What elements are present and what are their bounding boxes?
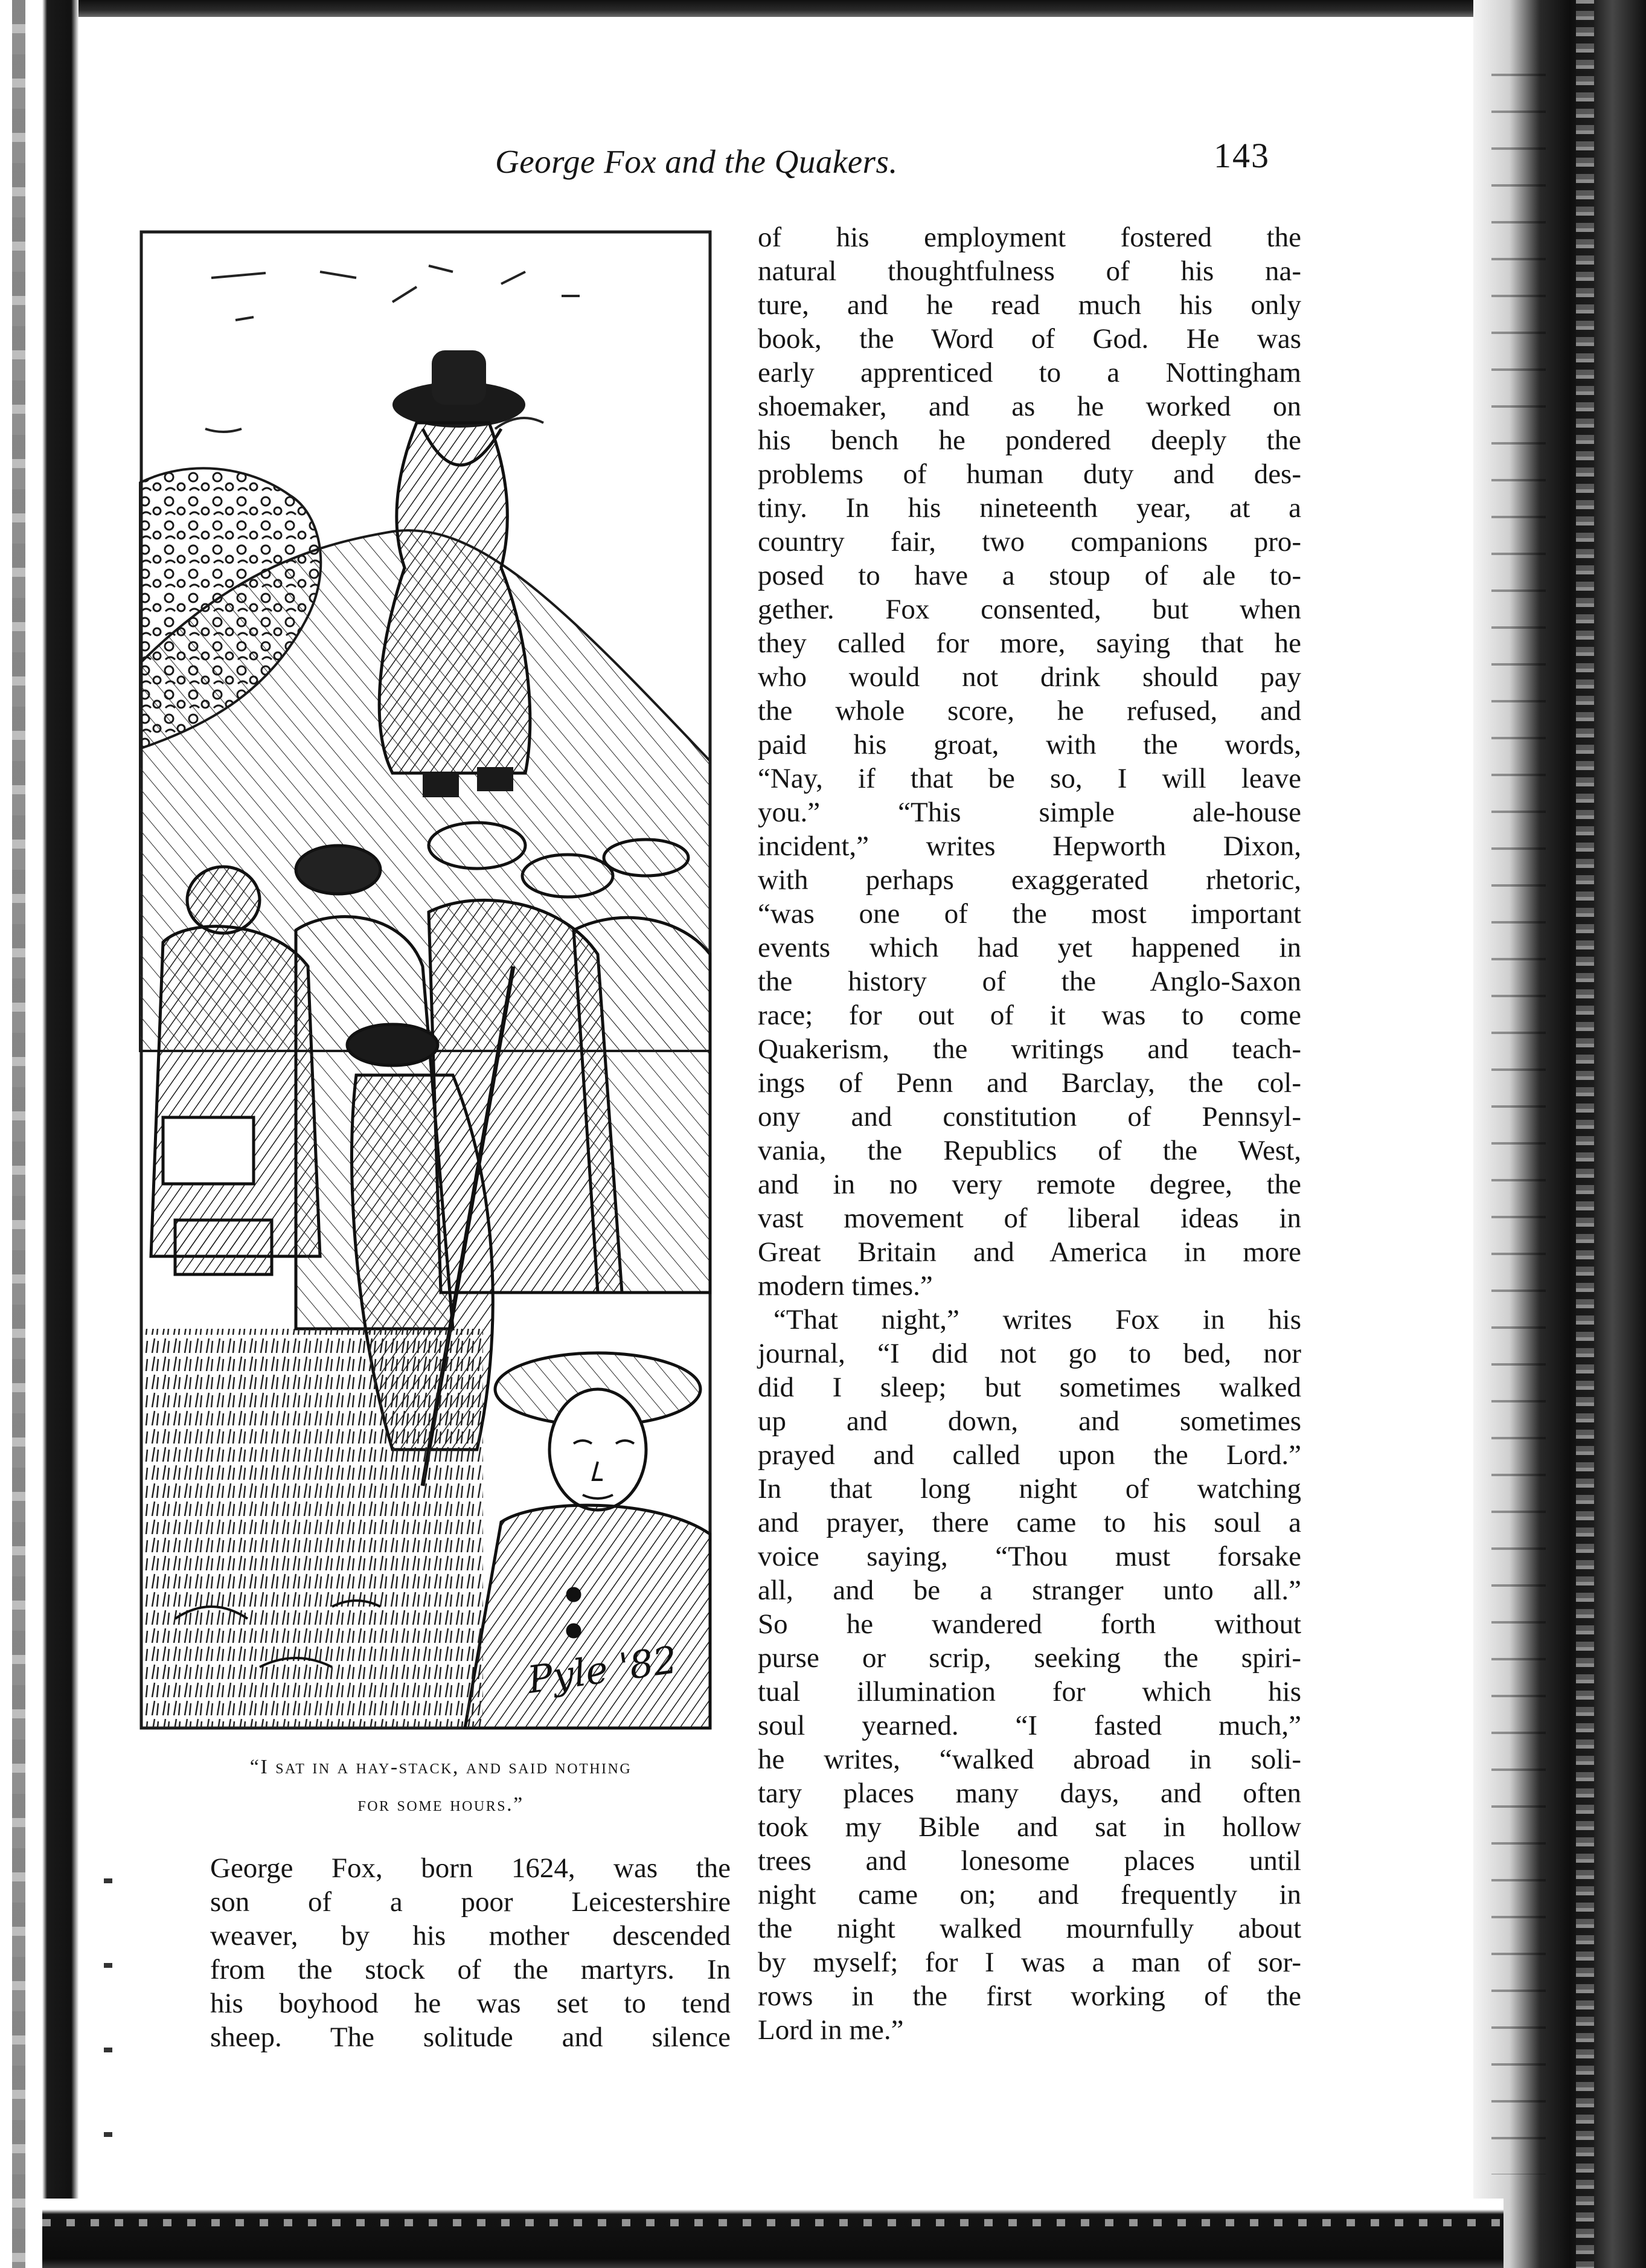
text-line: vast movement of liberal ideas in [758,1203,1301,1234]
text-line: So he wandered forth without [758,1608,1301,1640]
text-line: George Fox, born 1624, was the [210,1852,731,1884]
text-line: prayed and called upon the Lord.” [758,1439,1301,1471]
margin-specks [104,1836,112,2174]
text-line: rows in the first working of the [758,1980,1301,2012]
text-line: of his employment fostered the [758,222,1301,253]
text-line: tary places many days, and often [758,1778,1301,1809]
text-line: vania, the Republics of the West, [758,1135,1301,1166]
text-line: “That night,” writes Fox in his [773,1304,1301,1335]
text-line: his bench he pondered deeply the [758,425,1301,456]
text-line: the night walked mournfully about [758,1913,1301,1944]
text-line: tual illumination for which his [758,1676,1301,1707]
text-line: night came on; and frequently in [758,1879,1301,1910]
text-line: purse or scrip, seeking the spiri- [758,1642,1301,1674]
text-line: “Nay, if that be so, I will leave [758,763,1301,794]
left-column-text [210,1851,731,2054]
text-line: journal, “I did not go to bed, nor [758,1338,1301,1369]
book-binding-shadow [1473,0,1646,2268]
scan-bottom-edge [42,2199,1503,2268]
text-line: did I sleep; but sometimes walked [758,1372,1301,1403]
artist-signature: Pyle '82 [525,1637,680,1702]
text-line: the whole score, he refused, and [758,695,1301,727]
engraving-illustration [139,230,713,1730]
text-line: early apprenticed to a Nottingham [758,357,1301,388]
text-line: he writes, “walked abroad in soli- [758,1744,1301,1775]
text-line: race; for out of it was to come [758,1000,1301,1031]
text-line: up and down, and sometimes [758,1405,1301,1437]
engraving-drawing [139,230,713,1730]
illustration-caption [145,1749,737,1823]
text-line: paid his groat, with the words, [758,729,1301,760]
text-line: Quakerism, the writings and teach- [758,1033,1301,1065]
scan-left-binding [0,0,78,2268]
text-line: from the stock of the martyrs. In [210,1954,731,1985]
text-line: events which had yet happened in [758,932,1301,963]
caption-line: for some hours.” [357,1793,524,1816]
text-line: you.” “This simple ale-house [758,797,1301,828]
text-line: problems of human duty and des- [758,458,1301,490]
text-line: posed to have a stoup of ale to- [758,560,1301,591]
text-line: Great Britain and America in more [758,1236,1301,1268]
text-line: trees and lonesome places until [758,1845,1301,1877]
text-line: gether. Fox consented, but when [758,594,1301,625]
text-line: took my Bible and sat in hollow [758,1811,1301,1843]
text-line: modern times.” [758,1270,933,1302]
text-line: and in no very remote degree, the [758,1169,1301,1200]
text-line: weaver, by his mother descended [210,1920,731,1952]
text-line: who would not drink should pay [758,661,1301,693]
text-line: all, and be a stranger unto all.” [758,1575,1301,1606]
text-line: ony and constitution of Pennsyl- [758,1101,1301,1132]
text-line: book, the Word of God. He was [758,323,1301,355]
text-line: soul yearned. “I fasted much,” [758,1710,1301,1741]
text-line: ings of Penn and Barclay, the col- [758,1067,1301,1099]
right-column-text [758,220,1301,2047]
page-number: 143 [1214,136,1270,175]
text-line: voice saying, “Thou must forsake [758,1541,1301,1572]
text-line: incident,” writes Hepworth Dixon, [758,830,1301,862]
text-line: ture, and he read much his only [758,289,1301,321]
text-line: with perhaps exaggerated rhetoric, [758,864,1301,896]
text-line: In that long night of watching [758,1473,1301,1505]
text-line: by myself; for I was a man of sor- [758,1947,1301,1978]
text-line: natural thoughtfulness of his na- [758,255,1301,287]
text-line: son of a poor Leicestershire [210,1886,731,1918]
text-line: Lord in me.” [758,2014,904,2046]
text-line: “was one of the most important [758,898,1301,930]
text-line: tiny. In his nineteenth year, at a [758,492,1301,524]
text-line: country fair, two companions pro- [758,526,1301,557]
text-line: shoemaker, and as he worked on [758,391,1301,422]
caption-line: “I sat in a hay-stack, and said nothing [249,1756,632,1778]
text-line: sheep. The solitude and silence [210,2022,731,2053]
running-title: George Fox and the Quakers. [495,143,898,180]
text-line: his boyhood he was set to tend [210,1988,731,2019]
text-line: they called for more, saying that he [758,628,1301,659]
text-line: the history of the Anglo-Saxon [758,966,1301,997]
scan-top-edge [0,0,1646,17]
text-line: and prayer, there came to his soul a [758,1507,1301,1538]
